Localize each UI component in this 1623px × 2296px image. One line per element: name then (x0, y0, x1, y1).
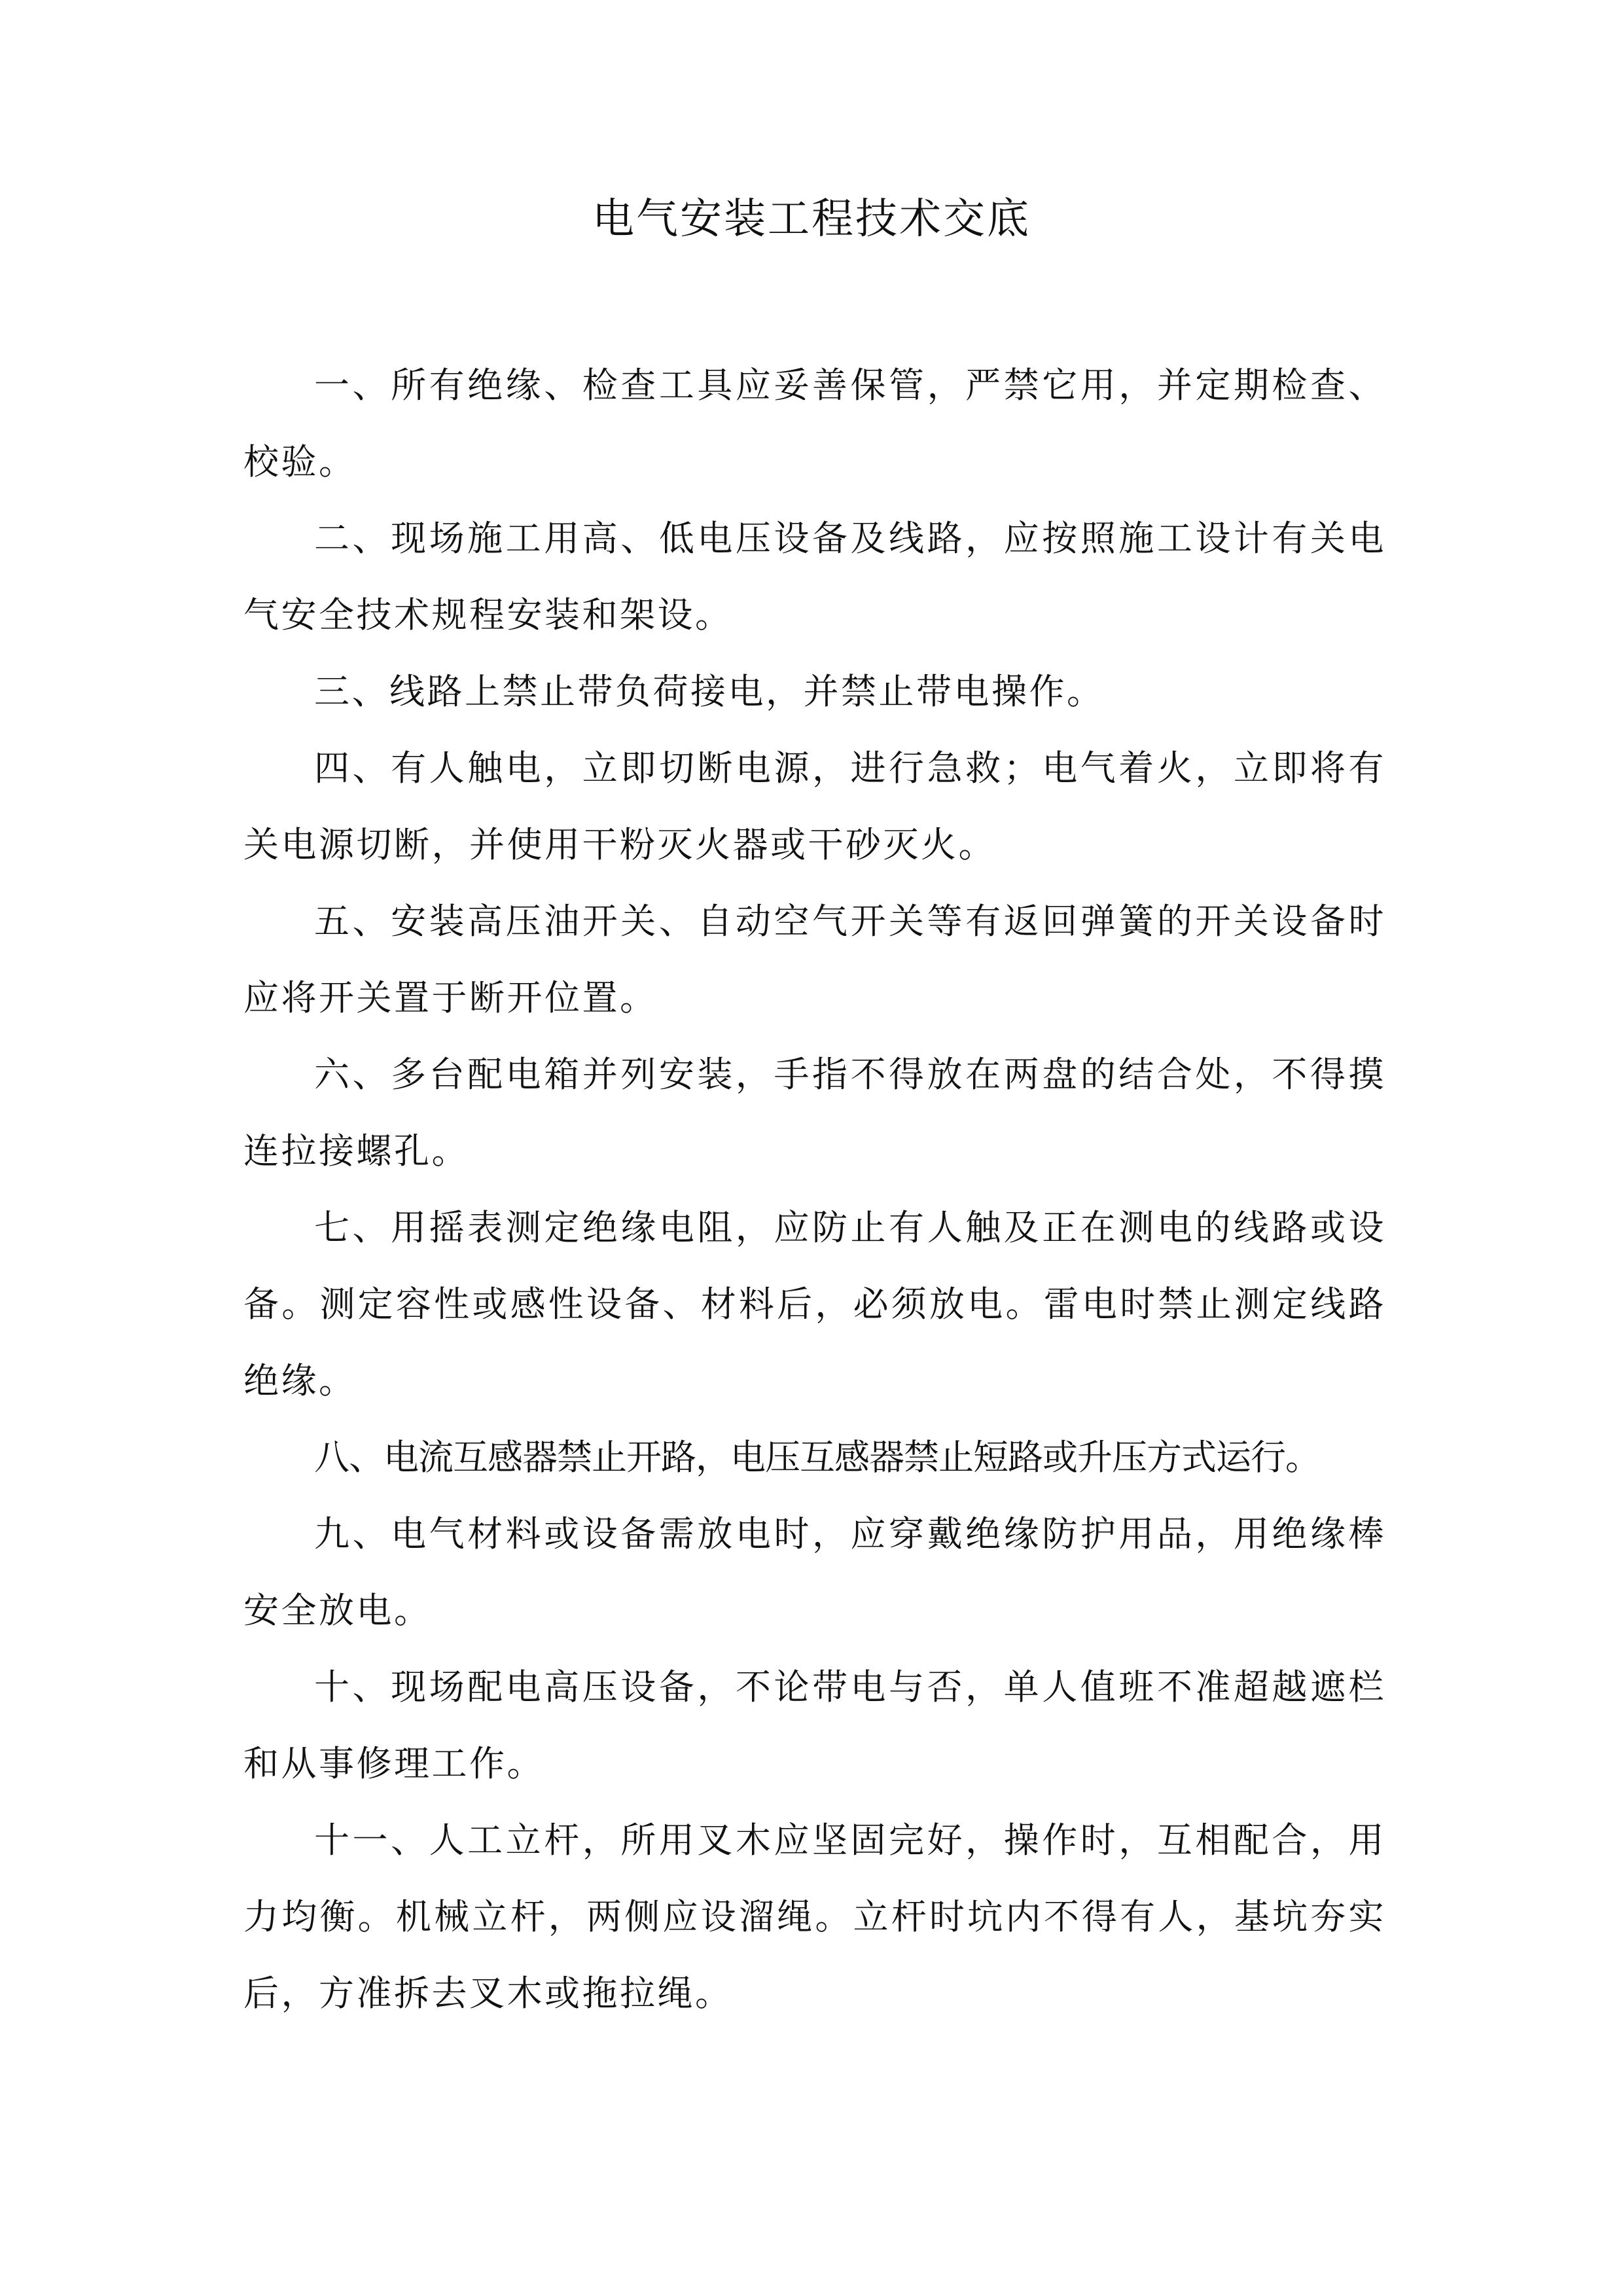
paragraph-1: 一、所有绝缘、检查工具应妥善保管，严禁它用，并定期检查、校验。 (243, 365, 1386, 482)
paragraph-9: 九、电气材料或设备需放电时，应穿戴绝缘防护用品，用绝缘棒安全放电。 (243, 1513, 1386, 1631)
paragraph-8: 八、电流互感器禁止开路，电压互感器禁止短路或升压方式运行。 (314, 1437, 1320, 1478)
paragraph-2: 二、现场施工用高、低电压设备及线路，应按照施工设计有关电气安全技术规程安装和架设。 (243, 518, 1386, 636)
paragraph-11: 十一、人工立杆，所用叉木应坚固完好，操作时，互相配合，用力均衡。机械立杆，两侧应设溜绳。立杆时坑内不得有人，基坑夯实后，方准拆去叉木或拖拉绳。 (243, 1820, 1386, 2014)
document-body (243, 347, 1386, 2032)
paragraph-3: 三、线路上禁止带负荷接电，并禁止带电操作。 (314, 671, 1105, 712)
paragraph-7: 七、用摇表测定绝缘电阻，应防止有人触及正在测电的线路或设备。测定容性或感性设备、材料后，必须放电。雷电时禁止测定线路绝缘。 (243, 1207, 1386, 1401)
paragraph-5: 五、安装高压油开关、自动空气开关等有返回弹簧的开关设备时应将开关置于断开位置。 (243, 901, 1386, 1018)
paragraph-10: 十、现场配电高压设备，不论带电与否，单人值班不准超越遮栏和从事修理工作。 (243, 1666, 1386, 1784)
paragraph-6: 六、多台配电箱并列安装，手指不得放在两盘的结合处，不得摸连拉接螺孔。 (243, 1054, 1386, 1172)
document-title: 电气安装工程技术交底 (592, 195, 1031, 243)
paragraph-4: 四、有人触电，立即切断电源，进行急救；电气着火，立即将有关电源切断，并使用干粉灭火器或干砂灭火。 (243, 747, 1386, 865)
